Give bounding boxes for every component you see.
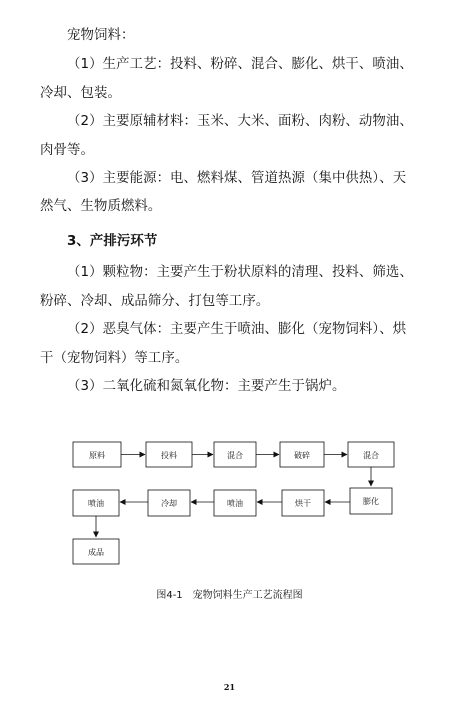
flow-box-mixing-1 xyxy=(214,442,256,467)
svg-text:烘干: 烘干 xyxy=(295,499,311,508)
paragraph-line-7: 然气、生物质燃料。 xyxy=(40,199,162,214)
paragraph-line-9: （1）颗粒物：主要产生于粉状原料的清理、投料、筛选、 xyxy=(67,265,413,280)
figure-caption: 图4-1 宠物饲料生产工艺流程图 xyxy=(156,590,303,601)
paragraph-line-11: （2）恶臭气体：主要产生于喷油、膨化（宠物饲料）、烘 xyxy=(67,322,407,337)
flow-box-mixing-2 xyxy=(348,442,394,467)
flow-box-puffing xyxy=(350,488,392,514)
svg-text:冷却: 冷却 xyxy=(161,499,177,508)
svg-text:破碎: 破碎 xyxy=(294,451,310,460)
flow-box-oil-spraying-1 xyxy=(73,490,119,516)
svg-text:混合: 混合 xyxy=(363,451,379,460)
paragraph-line-6: （3）主要能源：电、燃料煤、管道热源（集中供热）、天 xyxy=(67,171,407,186)
paragraph-line-1: 宠物饲料： xyxy=(67,28,135,43)
svg-text:成品: 成品 xyxy=(88,548,104,557)
section-heading: 3、产排污环节 xyxy=(67,234,158,249)
flow-box-cooling xyxy=(148,490,190,516)
flow-box-oil-spraying-2 xyxy=(214,490,256,516)
paragraph-line-5: 肉骨等。 xyxy=(40,143,94,158)
svg-text:膨化: 膨化 xyxy=(363,497,379,506)
svg-text:混合: 混合 xyxy=(227,451,243,460)
flow-box-finished-product xyxy=(73,539,119,564)
paragraph-line-2: （1）生产工艺：投料、粉碎、混合、膨化、烘干、喷油、 xyxy=(67,57,413,72)
paragraph-line-4: （2）主要原辅材料：玉米、大米、面粉、肉粉、动物油、 xyxy=(67,114,413,129)
svg-text:喷油: 喷油 xyxy=(88,499,104,508)
flow-box-drying xyxy=(282,490,324,516)
page-number: 21 xyxy=(223,682,236,692)
paragraph-line-12: 干（宠物饲料）等工序。 xyxy=(40,351,189,366)
paragraph-line-10: 粉碎、冷却、成品筛分、打包等工序。 xyxy=(40,294,270,309)
flow-box-raw-material xyxy=(73,442,121,467)
flow-box-crushing xyxy=(280,442,324,467)
svg-text:原料: 原料 xyxy=(89,451,105,460)
paragraph-line-3: 冷却、包装。 xyxy=(40,86,121,101)
svg-text:投料: 投料 xyxy=(161,451,177,460)
paragraph-line-13: （3）二氧化硫和氮氧化物：主要产生于锅炉。 xyxy=(67,379,346,394)
svg-text:喷油: 喷油 xyxy=(227,499,243,508)
flow-box-feeding xyxy=(146,442,192,467)
